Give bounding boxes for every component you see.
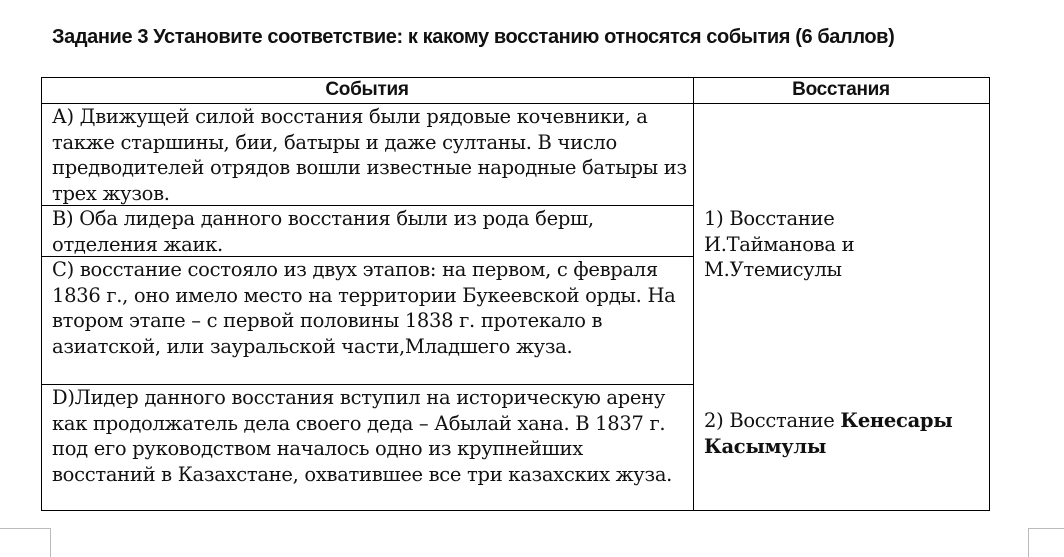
uprising-2-leader: Кенесары Касымулы xyxy=(704,409,953,458)
uprising-1-label: 1) Восстание И.Тайманова и М.Утемисулы xyxy=(704,207,855,281)
page-corner-left xyxy=(0,528,51,557)
uprising-1 xyxy=(704,206,879,283)
task-title: Задание 3 Установите соответствие: к какому восстанию относятся события (6 баллов) xyxy=(52,26,895,48)
event-d: D)Лидер данного восстания вступил на историческую арену как продолжатель дела своего деда – Абылай хана. В 1837 г. под его руководством началось одно из крупнейших восстаний в Казахстане, охватившее все три казахских жуза. xyxy=(52,386,673,486)
event-a: А) Движущей силой восстания были рядовые кочевники, а также старшины, бии, батыры и даже султаны. В число предводителей отрядов вошли известные народные батыры из трех жузов. xyxy=(52,105,687,205)
page-corner-right xyxy=(1028,528,1064,557)
uprising-2 xyxy=(704,408,974,459)
events-column-header: События xyxy=(325,79,409,100)
event-c: С) восстание состояло из двух этапов: на первом, с февраля 1836 г., оно имело место на территории Букеевской орды. На втором этапе – с первой половины 1838 г. протекало в азиатской, или зауральской части,Младшего жуза. xyxy=(52,258,676,358)
matching-table xyxy=(41,77,990,511)
event-b: В) Оба лидера данного восстания были из рода берш, отделения жаик. xyxy=(52,207,594,256)
uprising-2-label: 2) Восстание xyxy=(704,409,841,432)
uprisings-column-header: Восстания xyxy=(792,79,890,100)
